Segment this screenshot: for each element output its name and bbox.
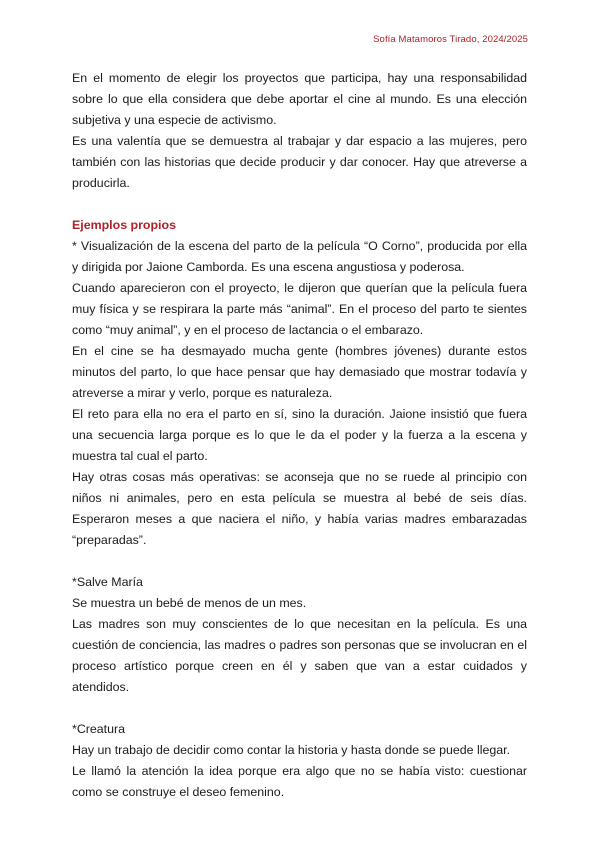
paragraph: Es una valentía que se demuestra al trabajar y dar espacio a las mujeres, pero también con las historias que decide producir y dar conocer. Hay que atreverse a producirla.: [72, 134, 527, 190]
paragraph: Hay otras cosas más operativas: se aconseja que no se ruede al principio con niños ni animales, pero en esta película se muestra al bebé de seis días. Esperaron meses a que naciera el niño, y había varias madres embarazadas “preparadas”.: [72, 470, 527, 547]
paragraph: En el momento de elegir los proyectos que participa, hay una responsabilidad sobre lo que ella considera que debe aportar el cine al mundo. Es una elección subjetiva y una especie de activismo.: [72, 71, 527, 127]
subheading-creatura: *Creatura: [72, 722, 126, 736]
spacer: [72, 551, 527, 572]
paragraph: Se muestra un bebé de menos de un mes.: [72, 596, 307, 610]
section-heading-ejemplos: Ejemplos propios: [72, 218, 176, 232]
paragraph: * Visualización de la escena del parto de la película “O Corno”, producida por ella y dirigida por Jaione Camborda. Es una escena angustiosa y poderosa.: [72, 239, 527, 274]
running-header: Sofía Matamoros Tirado, 2024/2025: [373, 34, 528, 45]
paragraph: El reto para ella no era el parto en sí, sino la duración. Jaione insistió que fuera una secuencia larga porque es lo que le da el poder y la fuerza a la escena y muestra tal cual el parto.: [72, 407, 527, 463]
paragraph: Hay un trabajo de decidir como contar la historia y hasta donde se puede llegar.: [72, 743, 511, 757]
spacer: [72, 194, 527, 215]
subheading-salve-maria: *Salve María: [72, 575, 143, 589]
paragraph: Las madres son muy conscientes de lo que necesitan en la película. Es una cuestión de conciencia, las madres o padres son personas que se involucran en el proceso artístico porque creen en él y saben que van a estar cuidados y atendidos.: [72, 617, 527, 694]
paragraph: En el cine se ha desmayado mucha gente (hombres jóvenes) durante estos minutos del parto, lo que hace pensar que hay demasiado que mostrar todavía y atreverse a mirar y verlo, porque es naturaleza.: [72, 344, 527, 400]
paragraph: Le llamó la atención la idea porque era algo que no se había visto: cuestionar como se construye el deseo femenino.: [72, 764, 527, 799]
paragraph: Cuando aparecieron con el proyecto, le dijeron que querían que la película fuera muy física y se respirara la parte más “animal”. En el proceso del parto te sientes como “muy animal”, y en el proceso de lactancia o el embarazo.: [72, 281, 527, 337]
document-body: [72, 68, 527, 803]
spacer: [72, 698, 527, 719]
